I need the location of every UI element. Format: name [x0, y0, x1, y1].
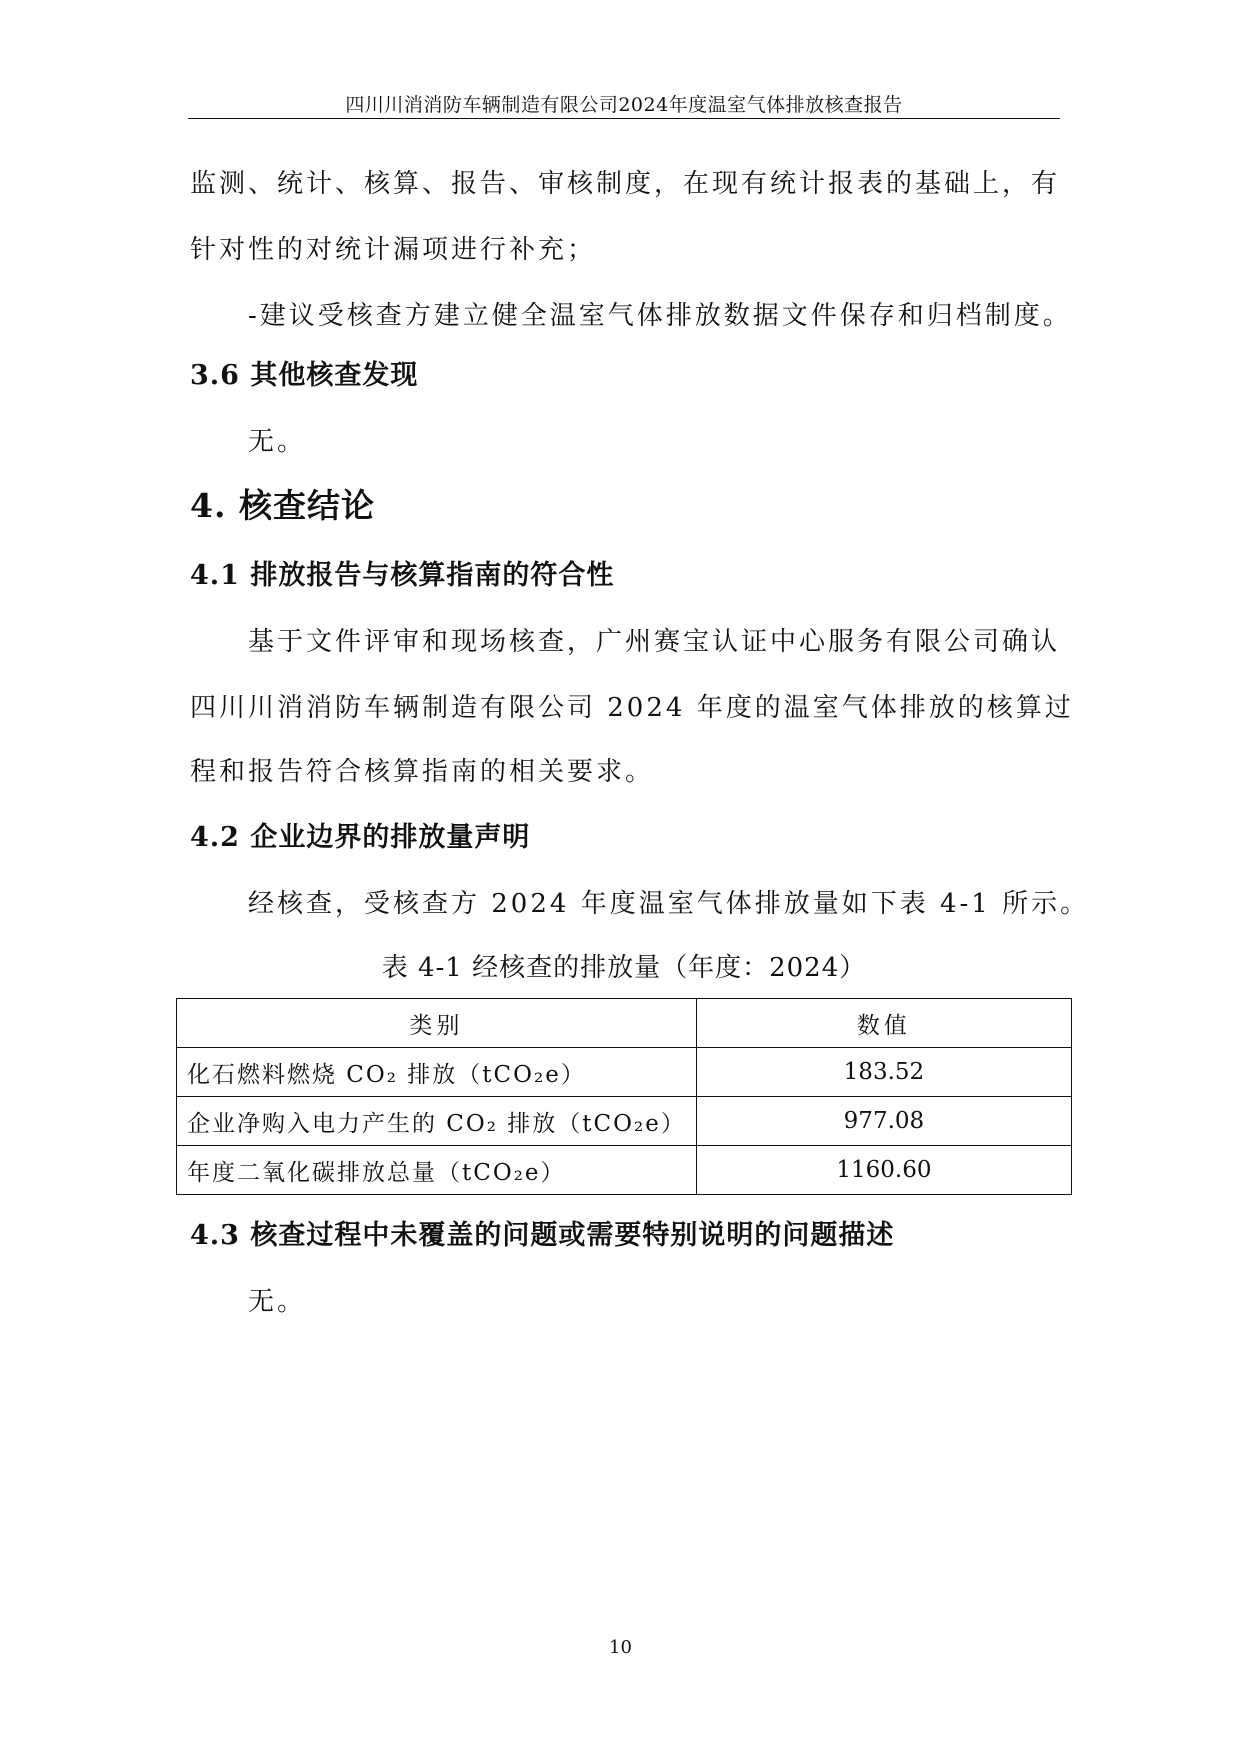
table-caption: 表 4-1 经核查的排放量（年度：2024）	[381, 953, 867, 983]
section-3-6-heading: 3.6 其他核查发现	[190, 360, 419, 391]
table-cell-value: 183.52	[696, 1048, 1071, 1097]
table-header-category: 类别	[177, 999, 697, 1048]
recommendation-text: -建议受核查方建立健全温室气体排放数据文件保存和归档制度。	[248, 301, 1072, 331]
body-text-line: 四川川消消防车辆制造有限公司 2024 年度的温室气体排放的核算过	[190, 693, 1074, 723]
table-header-row	[177, 999, 1072, 1048]
section-4-heading: 4. 核查结论	[190, 486, 375, 525]
section-3-6-text: 无。	[248, 427, 307, 457]
table-row	[177, 1146, 1072, 1195]
emissions-table	[176, 998, 1072, 1195]
page-header: 四川川消消防车辆制造有限公司2024年度温室气体排放核查报告	[345, 94, 903, 116]
table-row	[177, 1048, 1072, 1097]
body-text-line: 程和报告符合核算指南的相关要求。	[190, 757, 655, 787]
table-header-value: 数值	[696, 999, 1071, 1048]
body-text-line: 针对性的对统计漏项进行补充；	[190, 235, 597, 265]
table-cell-value: 977.08	[696, 1097, 1071, 1146]
table-cell-value: 1160.60	[696, 1146, 1071, 1195]
body-text-line: 基于文件评审和现场核查，广州赛宝认证中心服务有限公司确认	[248, 627, 1061, 657]
table-cell-category: 化石燃料燃烧 CO₂ 排放（tCO₂e）	[177, 1048, 697, 1097]
page-number: 10	[609, 1637, 632, 1658]
section-4-3-text: 无。	[248, 1287, 307, 1317]
table-cell-category: 年度二氧化碳排放总量（tCO₂e）	[177, 1146, 697, 1195]
body-text-line: 监测、统计、核算、报告、审核制度，在现有统计报表的基础上，有	[190, 169, 1061, 199]
table-cell-category: 企业净购入电力产生的 CO₂ 排放（tCO₂e）	[177, 1097, 697, 1146]
section-4-2-heading: 4.2 企业边界的排放量声明	[190, 822, 531, 853]
section-4-3-heading: 4.3 核查过程中未覆盖的问题或需要特别说明的问题描述	[190, 1220, 895, 1251]
section-4-2-text: 经核查，受核查方 2024 年度温室气体排放量如下表 4-1 所示。	[248, 889, 1090, 919]
table-row	[177, 1097, 1072, 1146]
header-divider	[188, 118, 1060, 119]
section-4-1-heading: 4.1 排放报告与核算指南的符合性	[190, 560, 615, 591]
